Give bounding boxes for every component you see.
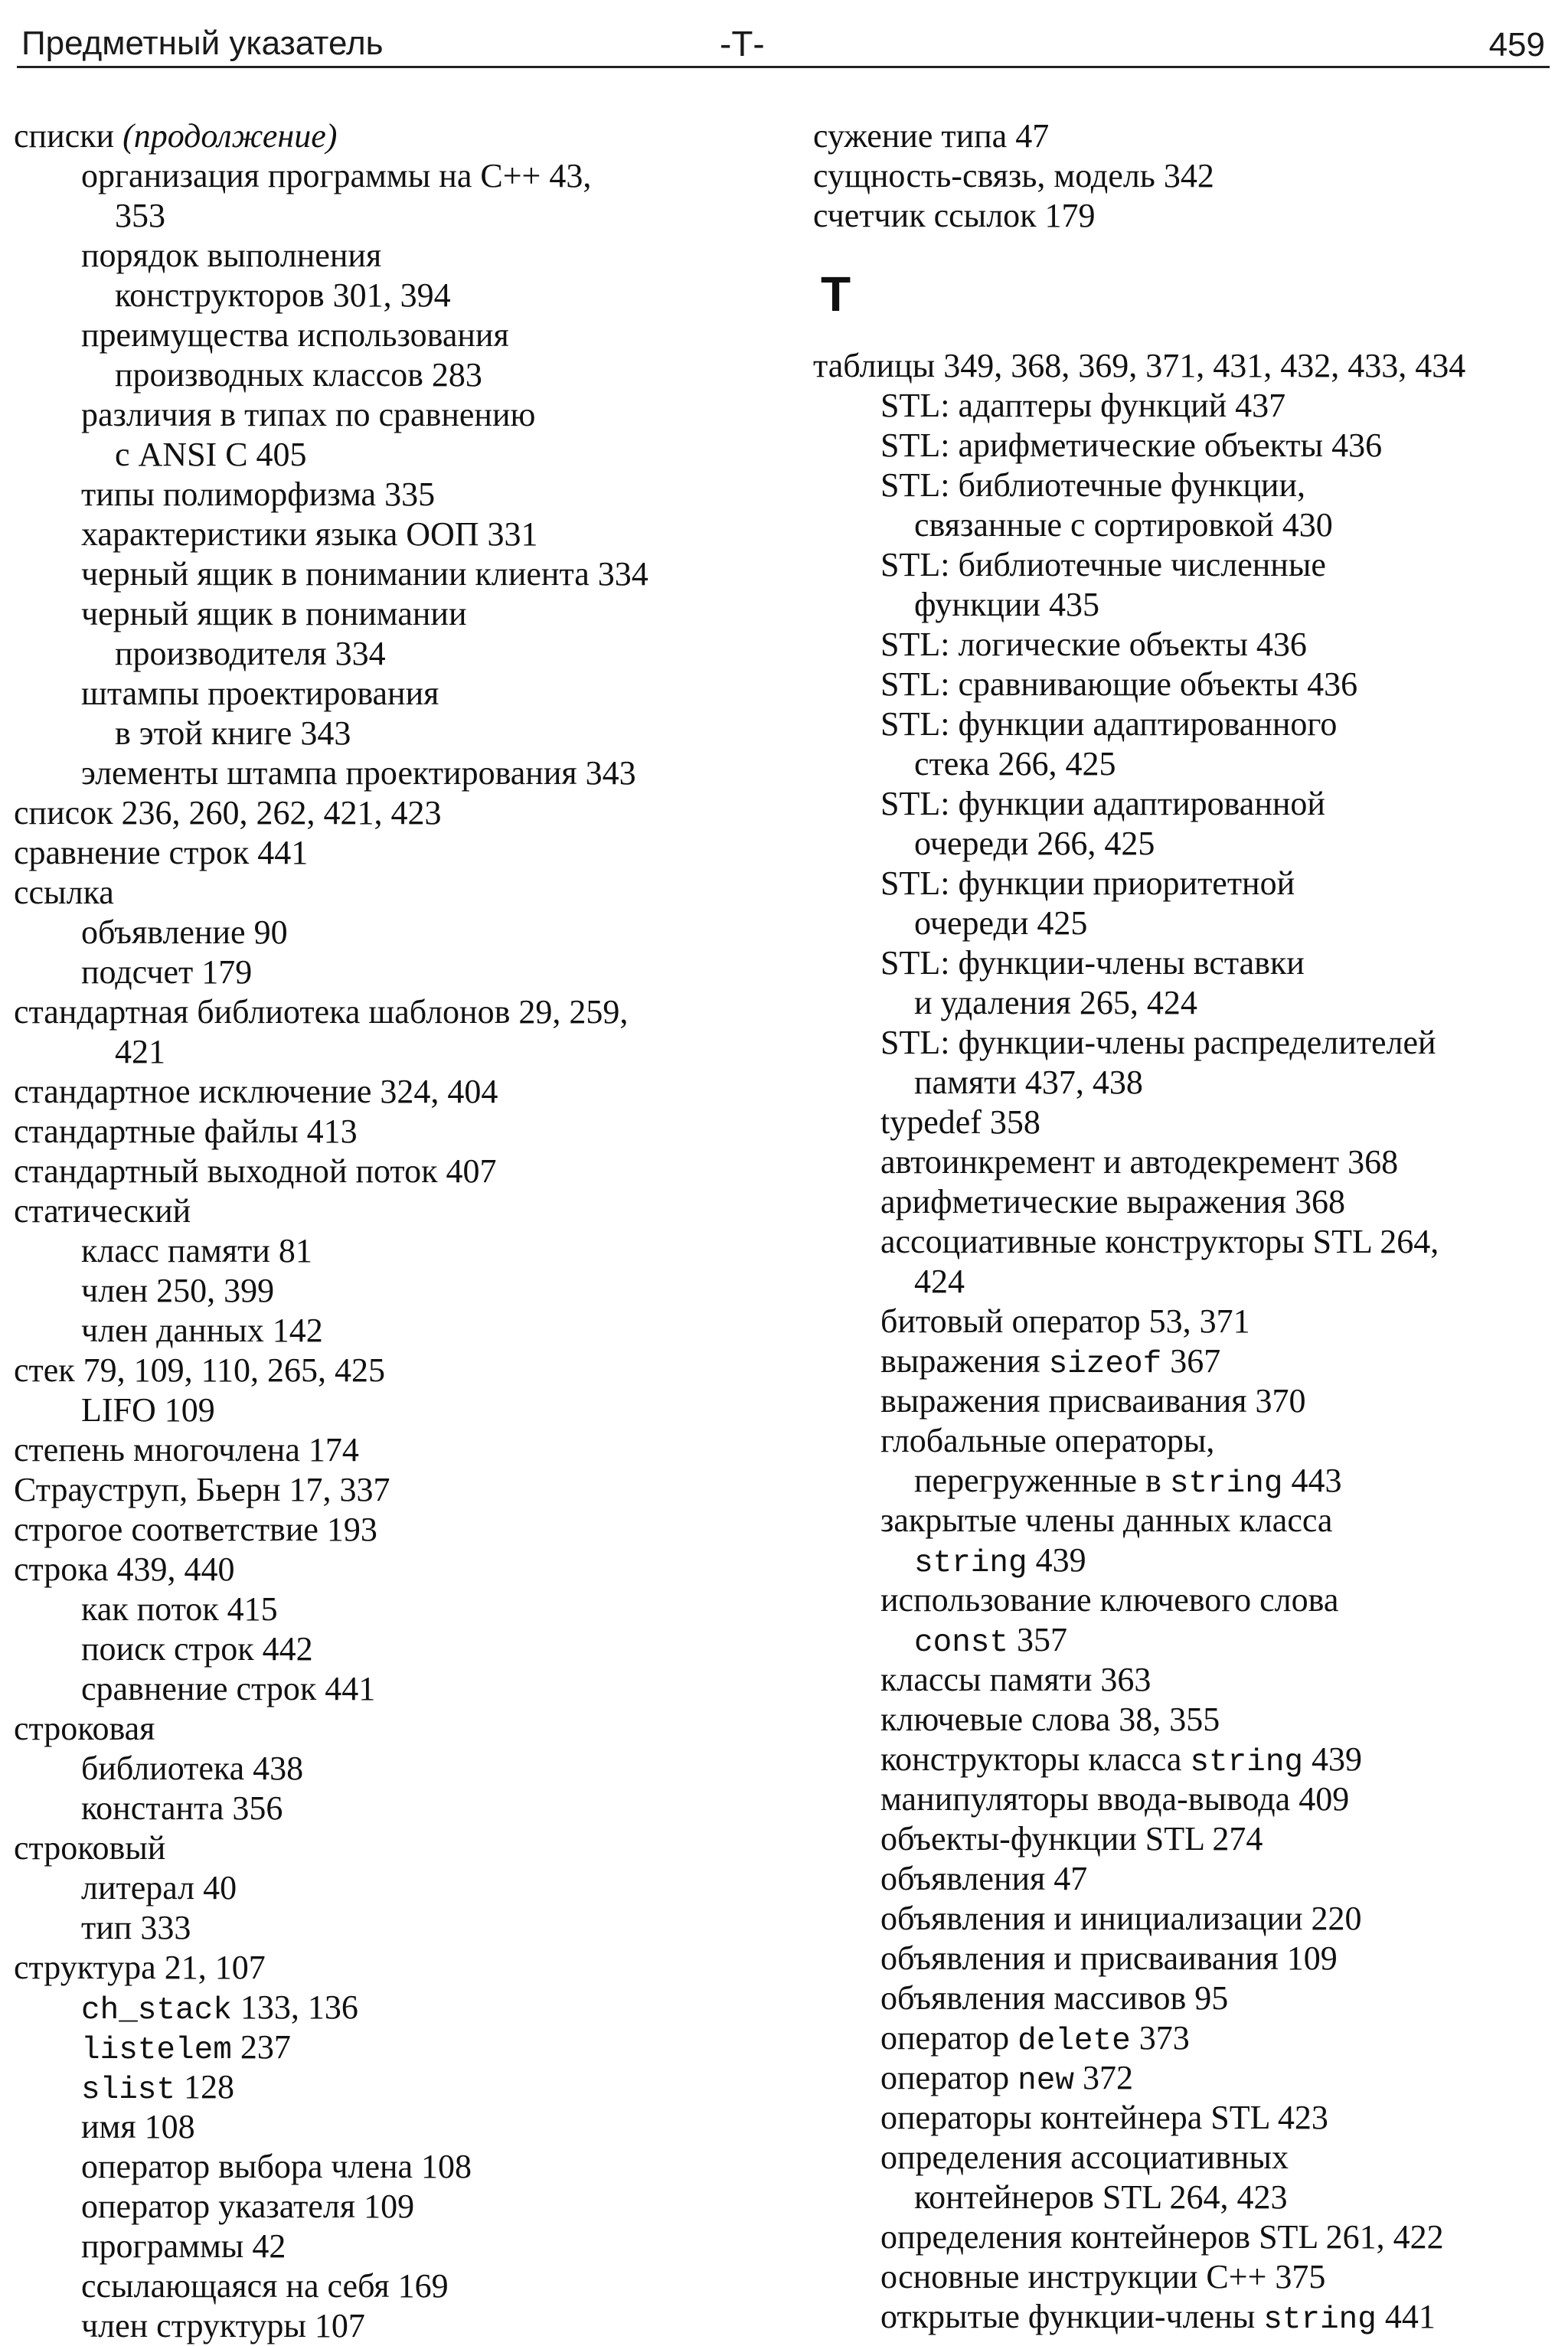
entry-text: определения ассоциативных — [880, 2139, 1289, 2176]
entry-text: черный ящик в понимании — [81, 595, 467, 632]
entry-code: new — [1018, 2063, 1074, 2099]
entry-text: 128 — [175, 2068, 235, 2106]
index-subentry — [813, 1182, 1557, 1222]
entry-pages: 373 — [1130, 2019, 1190, 2057]
entry-text: STL: логические объекты 436 — [880, 626, 1307, 663]
index-subentry — [813, 1501, 1557, 1541]
index-subentry — [14, 2027, 787, 2067]
entry-text: порядок выполнения — [81, 237, 382, 274]
entry-text: таблицы 349, 368, 369, 371, 431, 432, 433, 434 — [813, 347, 1466, 384]
index-subentry — [14, 156, 787, 196]
entry-text: структура 21, 107 — [14, 1949, 266, 1986]
entry-text: выражения — [880, 1342, 1049, 1380]
entry-text: список 236, 260, 262, 421, 423 — [14, 794, 442, 832]
entry-text: имя 108 — [81, 2108, 195, 2145]
index-entry-continuation — [813, 903, 1557, 943]
index-entry-continuation — [14, 276, 787, 315]
index-subentry — [14, 753, 787, 793]
index-subentry — [813, 1103, 1557, 1142]
entry-text: памяти 437, 438 — [914, 1064, 1143, 1101]
entry-text: стека 266, 425 — [914, 745, 1116, 783]
entry-text: член данных 142 — [81, 1312, 323, 1349]
entry-text: ссылка — [14, 874, 114, 911]
index-subentry — [14, 2187, 787, 2227]
entry-text: STL: адаптеры функций 437 — [880, 387, 1286, 424]
entry-text: объявления массивов 95 — [880, 1979, 1229, 2017]
entry-text: преимущества использования — [81, 316, 509, 354]
entry-text: открытые функции-члены — [880, 2298, 1264, 2335]
index-subentry — [14, 1390, 787, 1430]
entries-letter-t — [813, 346, 1557, 2337]
entry-text: стандартное исключение 324, 404 — [14, 1073, 498, 1110]
entry-text: штампы проектирования — [81, 675, 439, 712]
section-letter-heading: Т — [821, 266, 851, 322]
index-column-right — [813, 116, 1557, 2337]
index-entry-continuation — [14, 355, 787, 395]
index-subentry — [14, 2067, 787, 2107]
entry-text: тип 333 — [81, 1909, 191, 1946]
index-subentry — [813, 2138, 1557, 2178]
entry-pages: 439 — [1027, 1541, 1086, 1579]
entry-text: сужение типа 47 — [813, 117, 1050, 155]
index-subentry — [813, 1580, 1557, 1620]
index-subentry — [14, 554, 787, 594]
index-entry-continuation — [14, 714, 787, 753]
entry-text: очереди 266, 425 — [914, 825, 1155, 862]
entry-pages: 441 — [1376, 2298, 1436, 2335]
entry-text: оператор — [880, 2059, 1018, 2096]
entry-code: const — [914, 1626, 1009, 1661]
entry-text: STL: функции приоритетной — [880, 864, 1295, 902]
entry-text: LIFO 109 — [81, 1391, 215, 1429]
index-entry — [14, 1470, 787, 1510]
entry-text: STL: сравнивающие объекты 436 — [880, 665, 1358, 703]
entry-italic-note: (продолжение) — [122, 117, 338, 155]
entry-text: строковый — [14, 1829, 166, 1867]
index-subentry — [14, 1749, 787, 1789]
index-subentry — [813, 1341, 1557, 1381]
entry-text: строка 439, 440 — [14, 1550, 235, 1588]
entry-text: объявления и инициализации 220 — [880, 1900, 1362, 1937]
entry-text: типы полиморфизма 335 — [81, 475, 436, 513]
entry-text: производных классов 283 — [115, 356, 482, 394]
entry-text: связанные с сортировкой 430 — [914, 506, 1333, 544]
index-subentry — [14, 1629, 787, 1669]
index-entry-continuation — [14, 1032, 787, 1072]
index-entry — [813, 156, 1557, 196]
index-subentry — [813, 2217, 1557, 2257]
page-number: 459 — [1488, 26, 1545, 64]
entry-text: глобальные операторы, — [880, 1422, 1215, 1459]
index-subentry — [14, 952, 787, 992]
index-subentry — [813, 1819, 1557, 1859]
index-entry — [14, 1550, 787, 1590]
index-entry — [14, 116, 787, 156]
entry-text: ключевые слова 38, 355 — [880, 1701, 1220, 1738]
entry-text: битовый оператор 53, 371 — [880, 1302, 1250, 1340]
entry-text: различия в типах по сравнению — [81, 396, 536, 433]
index-subentry — [813, 426, 1557, 466]
entry-text: объявление 90 — [81, 913, 288, 951]
entry-text: манипуляторы ввода-вывода 409 — [880, 1780, 1350, 1818]
index-entry — [14, 1072, 787, 1112]
entry-code: slist — [81, 2073, 176, 2108]
entry-text: STL: функции-члены вставки — [880, 944, 1305, 982]
index-entry-continuation — [14, 435, 787, 475]
entry-text: стандартные файлы 413 — [14, 1113, 358, 1150]
index-entry — [14, 1351, 787, 1390]
entry-text: и удаления 265, 424 — [914, 984, 1197, 1021]
index-subentry — [14, 674, 787, 714]
index-subentry — [813, 1142, 1557, 1182]
entry-text: STL: библиотечные численные — [880, 546, 1326, 583]
entry-text: организация программы на С++ 43, — [81, 157, 592, 194]
entry-pages: 443 — [1282, 1462, 1342, 1499]
index-subentry — [14, 2266, 787, 2306]
entry-text: объявления и присваивания 109 — [880, 1939, 1338, 1977]
entry-text: счетчик ссылок 179 — [813, 197, 1096, 234]
entry-text: STL: функции адаптированной — [880, 785, 1325, 822]
entry-text: объекты-функции STL 274 — [880, 1820, 1263, 1858]
index-subentry — [813, 1939, 1557, 1978]
entries-continued-s — [813, 116, 1557, 236]
index-entry — [14, 1709, 787, 1749]
entry-text: черный ящик в понимании клиента 334 — [81, 555, 648, 593]
index-subentry — [14, 1789, 787, 1828]
entry-code: sizeof — [1048, 1347, 1162, 1382]
index-entry-continuation — [14, 634, 787, 674]
index-entry-continuation — [813, 1262, 1557, 1302]
index-subentry — [813, 386, 1557, 426]
index-subentry — [14, 913, 787, 952]
entry-text: STL: библиотечные функции, — [880, 466, 1306, 504]
index-subentry — [813, 2297, 1557, 2337]
index-subentry — [14, 1590, 787, 1629]
entry-text: 133, 136 — [231, 1988, 358, 2026]
index-subentry — [14, 1271, 787, 1311]
entry-text: оператор выбора члена 108 — [81, 2148, 472, 2185]
entry-text: элементы штампа проектирования 343 — [81, 754, 636, 792]
entry-text: стандартный выходной поток 407 — [14, 1152, 497, 1190]
entry-text: стек 79, 109, 110, 265, 425 — [14, 1351, 386, 1389]
index-entry — [14, 1510, 787, 1550]
index-entry-continuation — [813, 1620, 1557, 1660]
index-subentry — [813, 1222, 1557, 1262]
entry-text: STL: функции адаптированного — [880, 705, 1338, 743]
entry-text: оператор указателя 109 — [81, 2188, 415, 2225]
index-entry — [813, 346, 1557, 386]
index-subentry — [813, 466, 1557, 505]
index-subentry — [14, 395, 787, 435]
index-subentry — [813, 665, 1557, 704]
entry-text: STL: функции-члены распределителей — [880, 1024, 1436, 1061]
index-subentry — [813, 784, 1557, 824]
index-subentry — [14, 515, 787, 554]
entry-text: автоинкремент и автодекремент 368 — [880, 1143, 1399, 1181]
entry-text: программы 42 — [81, 2227, 286, 2265]
entry-code: ch_stack — [81, 1993, 232, 2028]
index-subentry — [813, 1779, 1557, 1819]
index-subentry — [14, 594, 787, 634]
entry-text: основные инструкции С++ 375 — [880, 2258, 1326, 2295]
entry-text: определения контейнеров STL 261, 422 — [880, 2218, 1444, 2256]
index-entry — [813, 116, 1557, 156]
entry-text: 421 — [115, 1033, 165, 1070]
index-entry — [14, 1828, 787, 1868]
entry-code: delete — [1018, 2024, 1131, 2059]
entry-text: поиск строк 442 — [81, 1630, 313, 1668]
index-entry-continuation — [813, 744, 1557, 784]
entry-text: контейнеров STL 264, 423 — [914, 2178, 1288, 2216]
entry-text: функции 435 — [914, 586, 1099, 623]
header-rule — [17, 66, 1550, 68]
entry-text: класс памяти 81 — [81, 1232, 312, 1269]
index-entry — [14, 1430, 787, 1470]
entry-text: член структуры 107 — [81, 2307, 365, 2344]
entry-text: использование ключевого слова — [880, 1581, 1339, 1619]
index-entry — [14, 793, 787, 833]
index-subentry — [813, 2098, 1557, 2138]
entry-text: с ANSI C 405 — [115, 436, 307, 473]
index-subentry — [14, 1311, 787, 1351]
index-subentry — [813, 704, 1557, 744]
entry-text: как поток 415 — [81, 1590, 278, 1628]
entry-text: подсчет 179 — [81, 953, 253, 991]
entry-code: string — [914, 1546, 1027, 1581]
index-entry — [14, 1948, 787, 1988]
index-subentry — [14, 2147, 787, 2187]
entry-text: константа 356 — [81, 1789, 283, 1827]
index-subentry — [813, 1381, 1557, 1421]
entry-pages: 372 — [1073, 2059, 1133, 2096]
index-entry-continuation — [813, 1461, 1557, 1501]
entry-text: ссылающаяся на себя 169 — [81, 2267, 449, 2305]
index-entry — [14, 1152, 787, 1191]
index-subentry — [813, 2058, 1557, 2098]
entry-text: степень многочлена 174 — [14, 1431, 359, 1469]
index-subentry — [14, 1868, 787, 1908]
index-subentry — [813, 1740, 1557, 1779]
entry-text: сравнение строк 441 — [14, 834, 309, 871]
entry-text: ассоциативные конструкторы STL 264, — [880, 1223, 1439, 1260]
entry-text: сущность-связь, модель 342 — [813, 157, 1214, 194]
entry-text: закрытые члены данных класса — [880, 1501, 1333, 1539]
entry-text: член 250, 399 — [81, 1272, 275, 1309]
entry-text: конструкторы класса — [880, 1740, 1191, 1778]
entry-text: объявления 47 — [880, 1860, 1088, 1897]
index-subentry — [813, 2257, 1557, 2297]
index-subentry — [14, 2306, 787, 2346]
index-subentry — [813, 625, 1557, 665]
index-subentry — [813, 1859, 1557, 1899]
index-subentry — [14, 1908, 787, 1948]
entry-text: Страуструп, Бьерн 17, 337 — [14, 1471, 390, 1508]
running-head-letter: -Т- — [720, 24, 765, 64]
index-entry — [14, 1191, 787, 1231]
entry-text: в этой книге 343 — [115, 714, 351, 752]
entry-text: 353 — [115, 197, 165, 234]
entry-text: списки — [14, 117, 123, 155]
entry-text: перегруженные в — [914, 1462, 1170, 1499]
entry-text: 424 — [914, 1263, 965, 1300]
index-entry-continuation — [813, 1063, 1557, 1103]
entry-text: выражения присваивания 370 — [880, 1382, 1306, 1420]
entry-text: typedef 358 — [880, 1103, 1040, 1141]
index-subentry — [14, 475, 787, 515]
entry-text: очереди 425 — [914, 904, 1088, 942]
index-column-left — [14, 116, 787, 2346]
index-subentry — [813, 1978, 1557, 2018]
entry-pages: 439 — [1303, 1740, 1363, 1778]
index-entry — [14, 873, 787, 913]
index-subentry — [14, 1231, 787, 1271]
index-subentry — [813, 943, 1557, 983]
entry-text: оператор — [880, 2019, 1018, 2057]
index-subentry — [813, 1302, 1557, 1341]
entry-text: арифметические выражения 368 — [880, 1183, 1346, 1220]
running-head-section: Предметный указатель — [21, 25, 384, 62]
entry-code: listelem — [81, 2033, 232, 2068]
index-entry — [14, 833, 787, 873]
index-subentry — [813, 1023, 1557, 1063]
index-subentry — [14, 236, 787, 276]
entry-code: string — [1169, 1466, 1283, 1501]
entry-text: библиотека 438 — [81, 1750, 304, 1787]
index-entry — [813, 196, 1557, 236]
index-entry-continuation — [813, 983, 1557, 1023]
index-subentry — [813, 1700, 1557, 1740]
entry-text: производителя 334 — [115, 635, 386, 672]
entry-text: конструкторов 301, 394 — [115, 276, 451, 314]
index-entry-continuation — [813, 1541, 1557, 1580]
index-subentry — [813, 545, 1557, 585]
entry-pages: 367 — [1161, 1342, 1221, 1380]
entry-text: 237 — [231, 2028, 291, 2066]
entry-text: статический — [14, 1192, 191, 1230]
entry-text: характеристики языка ООП 331 — [81, 515, 538, 553]
index-entry-continuation — [813, 585, 1557, 625]
entry-text: операторы контейнера STL 423 — [880, 2099, 1328, 2136]
entry-text: классы памяти 363 — [880, 1661, 1152, 1698]
index-entry-continuation — [813, 2178, 1557, 2217]
index-subentry — [813, 1899, 1557, 1939]
index-entry — [14, 992, 787, 1032]
index-entry-continuation — [813, 824, 1557, 864]
index-subentry — [813, 1660, 1557, 1700]
entry-text: STL: арифметические объекты 436 — [880, 426, 1383, 464]
index-entry-continuation — [14, 196, 787, 236]
index-entry — [14, 1112, 787, 1152]
entry-text: сравнение строк 441 — [81, 1670, 376, 1707]
index-subentry — [14, 2227, 787, 2266]
index-subentry — [14, 1669, 787, 1709]
index-subentry — [14, 315, 787, 355]
entry-code: string — [1263, 2302, 1377, 2338]
entry-text: строковая — [14, 1710, 155, 1747]
index-subentry — [14, 1988, 787, 2027]
index-subentry — [813, 2018, 1557, 2058]
page-header — [0, 0, 1568, 69]
entry-pages: 357 — [1008, 1621, 1068, 1658]
index-subentry — [813, 864, 1557, 903]
index-subentry — [813, 1421, 1557, 1461]
entry-text: стандартная библиотека шаблонов 29, 259, — [14, 993, 629, 1031]
index-entry-continuation — [813, 505, 1557, 545]
entry-text: строгое соответствие 193 — [14, 1511, 377, 1548]
index-subentry — [14, 2107, 787, 2147]
entry-code: string — [1190, 1745, 1304, 1780]
entry-text: литерал 40 — [81, 1869, 237, 1907]
